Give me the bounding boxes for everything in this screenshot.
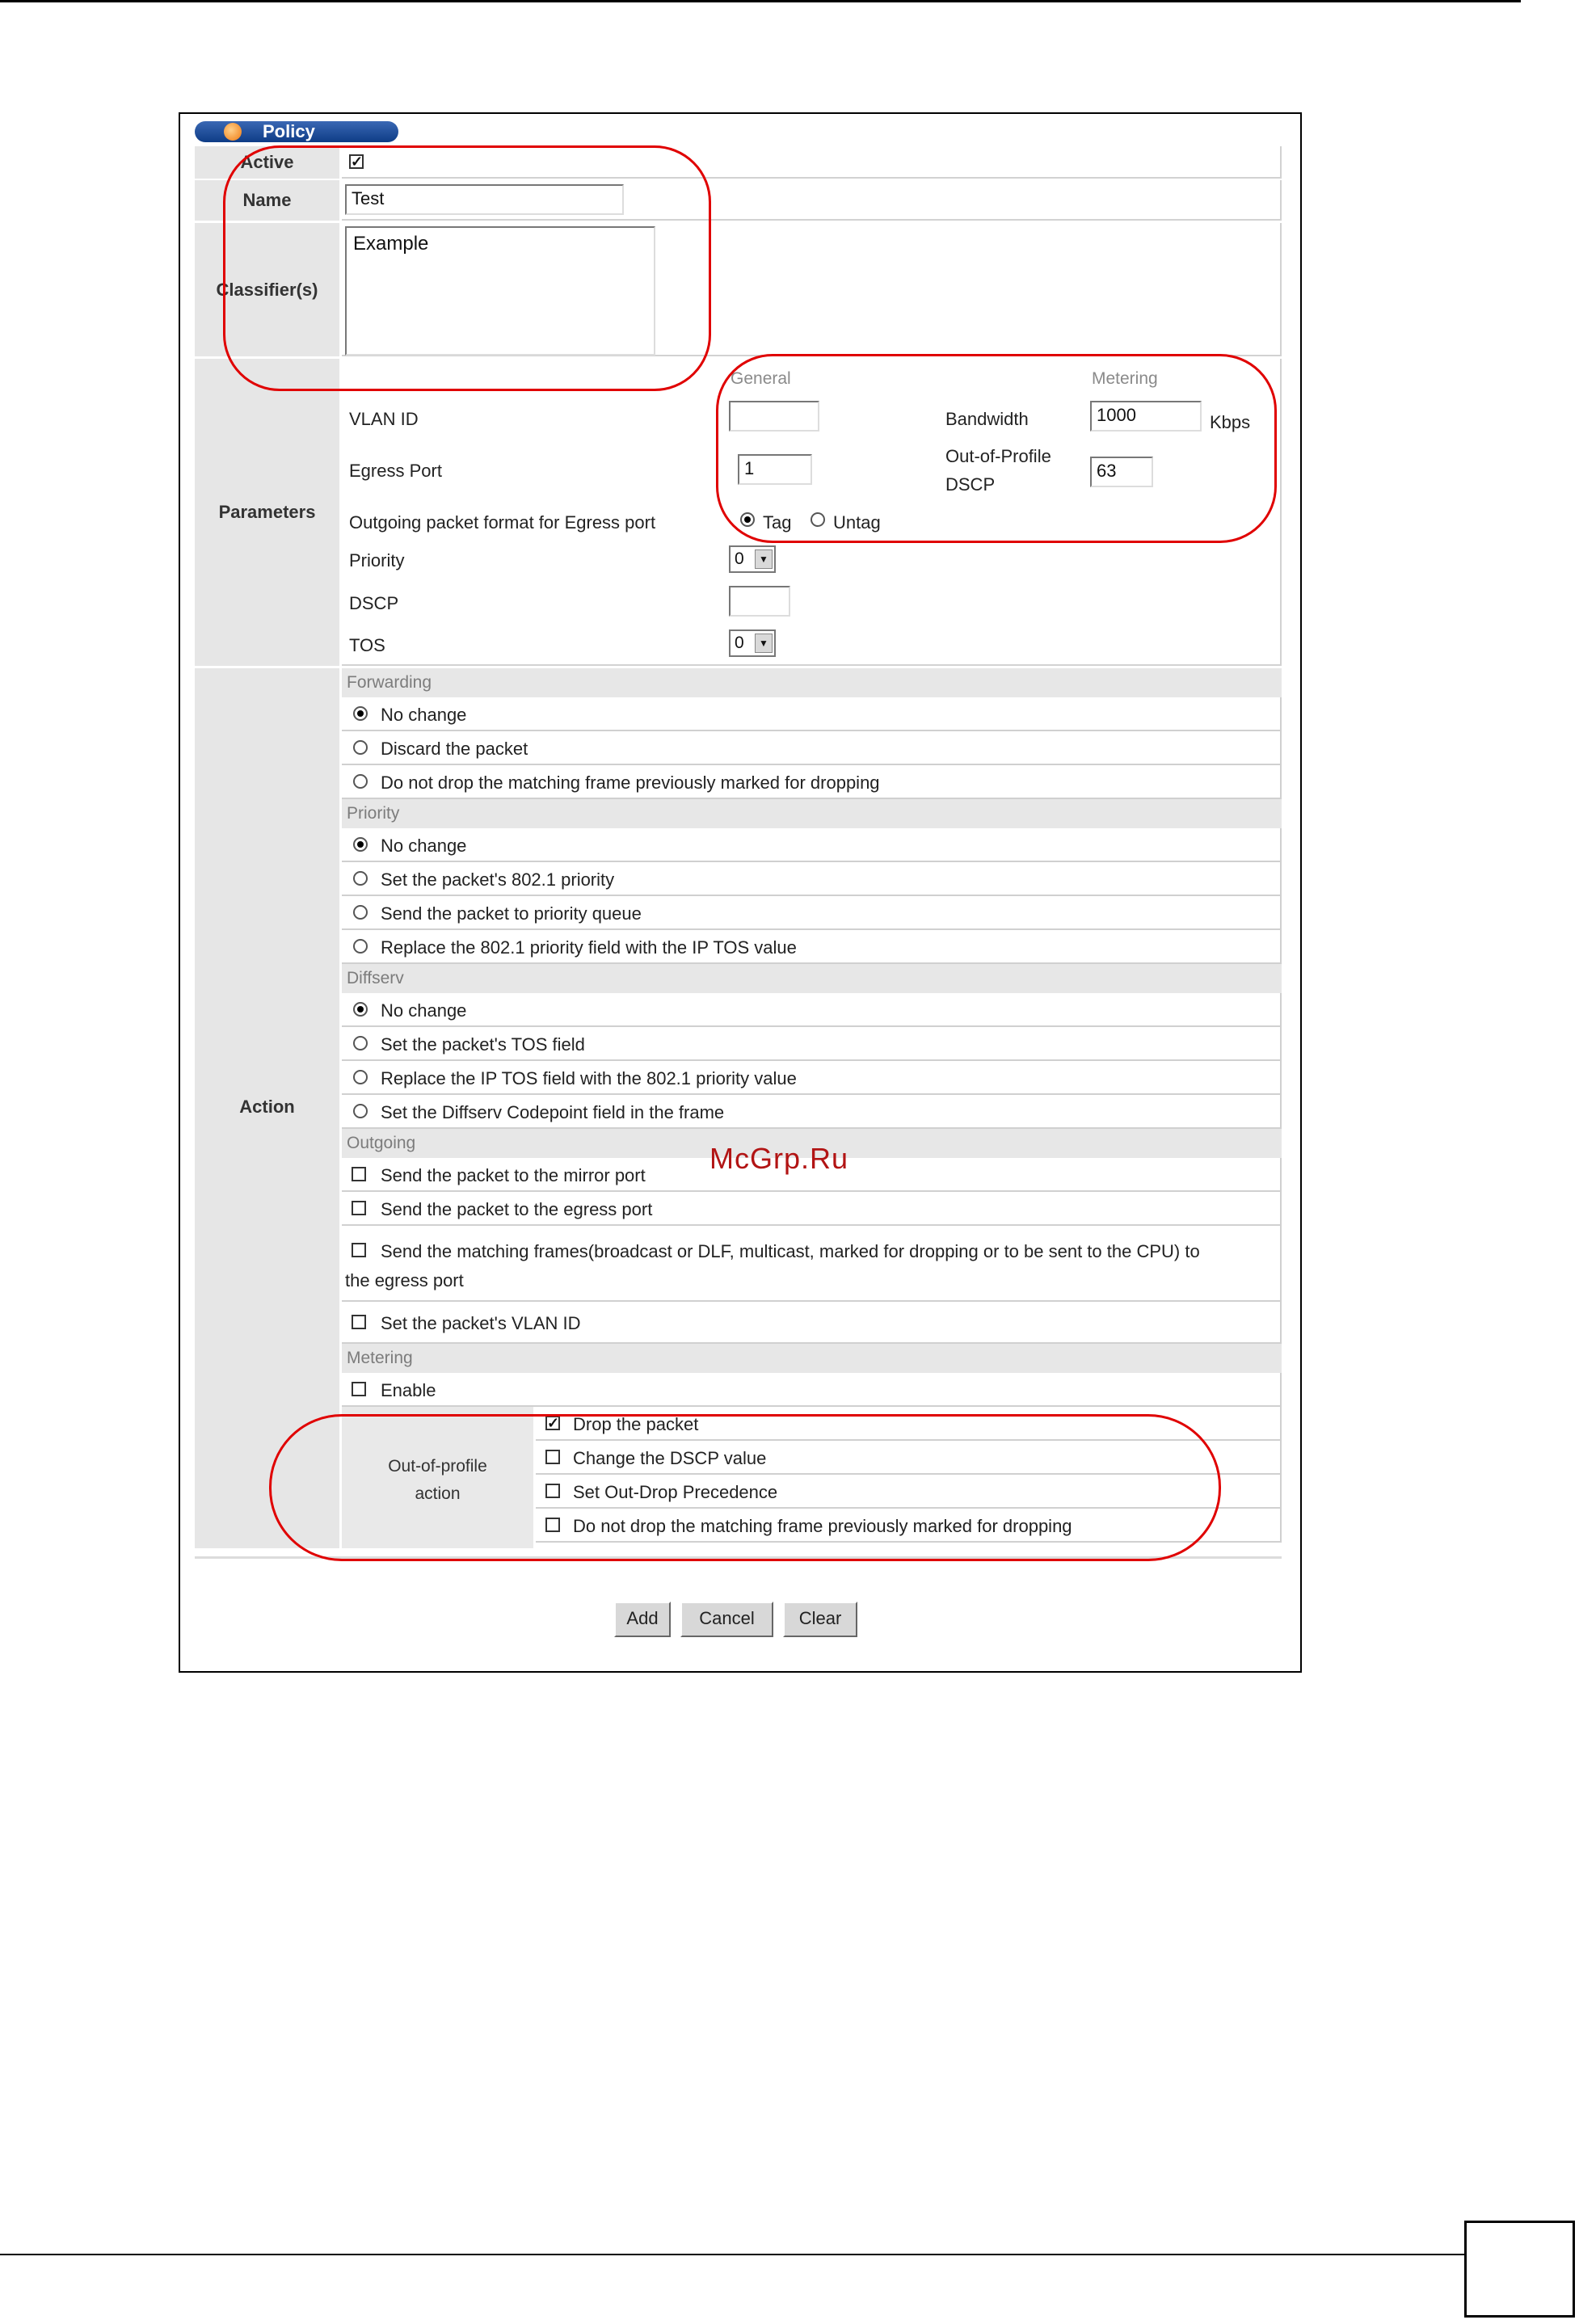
oop-out-drop-checkbox[interactable] xyxy=(545,1484,560,1498)
priority-queue-label: Send the packet to priority queue xyxy=(381,903,642,924)
oop-option-row xyxy=(536,1475,1282,1509)
diffserv-header-text: Diffserv xyxy=(347,969,404,987)
diffserv-replace-label: Replace the IP TOS field with the 802.1 priority value xyxy=(381,1068,797,1088)
name-label-cell xyxy=(195,180,339,221)
name-value-cell xyxy=(342,180,1282,221)
priority-option-row xyxy=(342,862,1282,896)
metering-enable-label: Enable xyxy=(381,1380,436,1400)
forwarding-option-row xyxy=(342,697,1282,731)
general-header: General xyxy=(731,369,791,388)
outgoing-option-row xyxy=(342,1192,1282,1226)
diffserv-header xyxy=(342,964,1282,993)
priority-option-row xyxy=(342,930,1282,964)
metering-action-header-text: Metering xyxy=(347,1349,413,1367)
oop-do-not-drop-label: Do not drop the matching frame previously marked for dropping xyxy=(573,1516,1072,1536)
cancel-button[interactable]: Cancel xyxy=(680,1602,773,1637)
tos-select[interactable] xyxy=(729,629,776,657)
metering-enable-row xyxy=(342,1373,1282,1407)
add-button[interactable]: Add xyxy=(614,1602,671,1637)
page-number-box xyxy=(1464,2221,1575,2318)
tag-radio[interactable] xyxy=(740,512,755,527)
form-divider xyxy=(195,1556,1282,1559)
egress-port-label: Egress Port xyxy=(349,461,442,481)
diffserv-codepoint-radio[interactable] xyxy=(353,1104,368,1118)
name-input[interactable]: Test xyxy=(345,184,624,215)
diffserv-no-change-radio[interactable] xyxy=(353,1002,368,1017)
dscp-input[interactable] xyxy=(729,586,790,617)
policy-tab-title: Policy xyxy=(263,121,315,141)
metering-enable-checkbox[interactable] xyxy=(352,1382,366,1396)
oop-out-drop-label: Set Out-Drop Precedence xyxy=(573,1482,778,1502)
outgoing-option-row xyxy=(342,1302,1282,1344)
diffserv-option-row xyxy=(342,993,1282,1027)
priority-header xyxy=(342,799,1282,828)
priority-queue-radio[interactable] xyxy=(353,905,368,920)
diffserv-codepoint-label: Set the Diffserv Codepoint field in the frame xyxy=(381,1102,725,1122)
bandwidth-label: Bandwidth xyxy=(945,409,1029,429)
diffserv-no-change-label: No change xyxy=(381,1000,467,1021)
oop-change-dscp-checkbox[interactable] xyxy=(545,1450,560,1464)
outgoing-format-label: Outgoing packet format for Egress port xyxy=(349,512,656,533)
outgoing-option-row xyxy=(342,1226,1282,1302)
metering-action-header xyxy=(342,1344,1282,1373)
active-label-cell xyxy=(195,146,339,179)
priority-select[interactable] xyxy=(729,545,776,573)
classifier-label: Classifier(s) xyxy=(216,280,318,300)
priority-replace-label: Replace the 802.1 priority field with the IP TOS value xyxy=(381,937,797,958)
oop-do-not-drop-checkbox[interactable] xyxy=(545,1518,560,1532)
vlan-id-input[interactable] xyxy=(729,401,819,432)
outgoing-matching-frames-label-cont: the egress port xyxy=(345,1270,464,1290)
egress-port-input[interactable]: 1 xyxy=(738,454,812,485)
forwarding-option-row xyxy=(342,731,1282,765)
outgoing-header-text: Outgoing xyxy=(347,1134,416,1152)
action-label: Action xyxy=(239,1097,295,1117)
chevron-down-icon: ▼ xyxy=(755,634,773,653)
forwarding-do-not-drop-label: Do not drop the matching frame previously marked for dropping xyxy=(381,773,880,793)
outgoing-vlan-id-checkbox[interactable] xyxy=(352,1315,366,1329)
outgoing-matching-frames-label: Send the matching frames(broadcast or DLF, multicast, marked for dropping or to be sent to the CPU) to xyxy=(381,1241,1200,1261)
tos-select-value: 0 xyxy=(735,634,744,652)
policy-tab-icon xyxy=(224,123,242,141)
tag-label: Tag xyxy=(763,512,792,533)
oop-dscp-label-1: Out-of-Profile xyxy=(945,446,1051,466)
forwarding-option-row xyxy=(342,765,1282,799)
outgoing-egress-checkbox[interactable] xyxy=(352,1201,366,1215)
outgoing-matching-frames-checkbox[interactable] xyxy=(352,1243,366,1257)
diffserv-option-row xyxy=(342,1095,1282,1129)
oop-dscp-label-2: DSCP xyxy=(945,474,996,495)
forwarding-header xyxy=(342,668,1282,697)
priority-select-value: 0 xyxy=(735,549,744,568)
priority-no-change-label: No change xyxy=(381,836,467,856)
forwarding-do-not-drop-radio[interactable] xyxy=(353,774,368,789)
metering-header: Metering xyxy=(1092,369,1158,388)
diffserv-set-tos-radio[interactable] xyxy=(353,1036,368,1050)
watermark: McGrp.Ru xyxy=(709,1142,849,1175)
parameters-label: Parameters xyxy=(218,502,316,522)
clear-button[interactable]: Clear xyxy=(783,1602,857,1637)
bottom-rule xyxy=(0,2254,1468,2255)
oop-option-row xyxy=(536,1441,1282,1475)
active-value-cell xyxy=(342,146,1282,179)
active-checkbox[interactable]: ✓ xyxy=(351,154,364,170)
forwarding-no-change-radio[interactable] xyxy=(353,706,368,721)
priority-set-label: Set the packet's 802.1 priority xyxy=(381,869,615,890)
oop-option-row xyxy=(536,1407,1282,1441)
diffserv-option-row xyxy=(342,1027,1282,1061)
policy-tab xyxy=(195,121,398,142)
dscp-label: DSCP xyxy=(349,593,399,613)
outgoing-egress-label: Send the packet to the egress port xyxy=(381,1199,653,1219)
priority-replace-radio[interactable] xyxy=(353,939,368,954)
untag-label: Untag xyxy=(833,512,881,533)
chevron-down-icon: ▼ xyxy=(755,549,773,569)
forwarding-no-change-label: No change xyxy=(381,705,467,725)
oop-drop-checkbox[interactable]: ✓ xyxy=(547,1415,560,1431)
classifier-label-cell xyxy=(195,223,339,356)
outgoing-mirror-checkbox[interactable] xyxy=(352,1167,366,1181)
oop-dscp-input[interactable]: 63 xyxy=(1090,457,1153,487)
top-rule xyxy=(0,0,1521,2)
oop-action-label-1: Out-of-profile xyxy=(388,1457,487,1476)
priority-set-radio[interactable] xyxy=(353,871,368,886)
bandwidth-unit: Kbps xyxy=(1210,412,1251,432)
bandwidth-input[interactable]: 1000 xyxy=(1090,401,1202,432)
oop-option-row xyxy=(536,1509,1282,1543)
forwarding-discard-label: Discard the packet xyxy=(381,739,528,759)
oop-action-label-cell xyxy=(342,1407,533,1548)
forwarding-discard-radio[interactable] xyxy=(353,740,368,755)
vlan-id-label: VLAN ID xyxy=(349,409,419,429)
action-label-cell xyxy=(195,668,339,1548)
priority-header-text: Priority xyxy=(347,804,400,823)
diffserv-option-row xyxy=(342,1061,1282,1095)
active-label: Active xyxy=(240,152,294,172)
priority-label: Priority xyxy=(349,550,405,570)
outgoing-mirror-label: Send the packet to the mirror port xyxy=(381,1165,646,1185)
tos-label: TOS xyxy=(349,635,385,655)
name-label: Name xyxy=(242,190,292,210)
classifier-list[interactable]: Example xyxy=(345,226,655,356)
outgoing-vlan-id-label: Set the packet's VLAN ID xyxy=(381,1313,581,1333)
diffserv-set-tos-label: Set the packet's TOS field xyxy=(381,1034,585,1055)
parameters-label-cell xyxy=(195,359,339,666)
priority-option-row xyxy=(342,896,1282,930)
diffserv-replace-radio[interactable] xyxy=(353,1070,368,1084)
classifier-value-cell xyxy=(342,223,1282,356)
untag-radio[interactable] xyxy=(811,512,825,527)
priority-option-row xyxy=(342,828,1282,862)
oop-change-dscp-label: Change the DSCP value xyxy=(573,1448,767,1468)
oop-drop-label: Drop the packet xyxy=(573,1414,699,1434)
forwarding-header-text: Forwarding xyxy=(347,673,432,692)
priority-no-change-radio[interactable] xyxy=(353,837,368,852)
oop-action-label-2: action xyxy=(415,1484,461,1503)
